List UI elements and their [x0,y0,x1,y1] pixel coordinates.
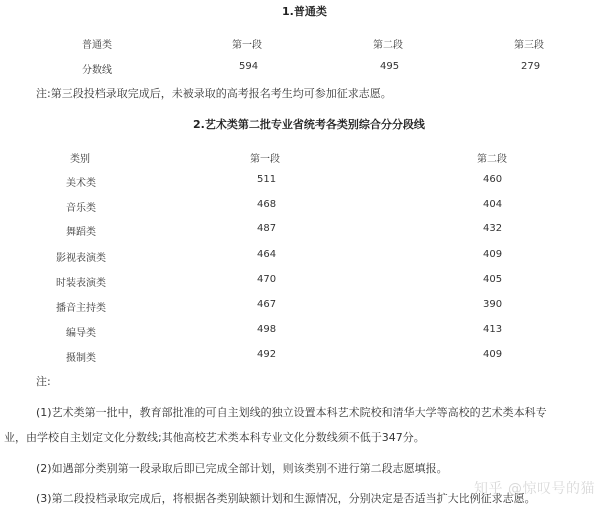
table-row-stage1: 464 [257,249,277,260]
table-row-stage2: 404 [483,199,503,210]
table-row-stage2: 390 [483,299,503,310]
table-row-stage1: 498 [257,324,277,335]
table-row-category: 摄制类 [66,353,96,364]
table-row-stage2: 405 [483,274,503,285]
note-1-line-2: 业，由学校自主划定文化分数线;其他高校艺术类本科专业文化分数线须不低于347分。 [4,431,425,444]
watermark: 知乎 @惊叹号的猫 [474,481,595,497]
table-row-stage1: 487 [257,223,277,234]
note-1-line-1: (1)艺术类第一批中，教育部批准的可自主划线的独立设置本科艺术院校和清华大学等高校的艺术类本科专 [36,406,547,419]
s2-header-stage2: 第二段 [477,154,507,165]
table-row-stage2: 413 [483,324,503,335]
table-row-stage1: 467 [257,299,277,310]
table-row-category: 时装表演类 [56,278,106,289]
table-row-stage1: 511 [257,174,277,185]
s1-row-label: 分数线 [82,65,112,76]
table-row-stage1: 492 [257,349,277,360]
s1-header-stage2: 第二段 [373,40,403,51]
note-3: (3)第二段投档录取完成后，将根据各类别缺额计划和生源情况，分别决定是否适当扩大比例征求志愿。 [36,492,536,505]
s1-row-stage3: 279 [521,61,541,72]
section1-note: 注:第三段投档录取完成后，未被录取的高考报名考生均可参加征求志愿。 [36,87,392,100]
notes-label: 注: [36,375,51,388]
table-row-stage2: 432 [483,223,503,234]
s2-header-stage1: 第一段 [250,154,280,165]
s1-row-stage1: 594 [239,61,259,72]
table-row-category: 播音主持类 [56,303,106,314]
table-row-category: 音乐类 [66,203,96,214]
s2-header-category: 类别 [70,154,90,165]
table-row-stage2: 409 [483,249,503,260]
s1-header-category: 普通类 [82,40,112,51]
table-row-stage1: 470 [257,274,277,285]
table-row-stage2: 460 [483,174,503,185]
table-row-category: 影视表演类 [56,253,106,264]
section1-title: 1.普通类 [282,5,327,18]
note-2: (2)如遇部分类别第一段录取后即已完成全部计划，则该类别不进行第二段志愿填报。 [36,462,448,475]
table-row-category: 美术类 [66,178,96,189]
section2-title: 2.艺术类第二批专业省统考各类别综合分分段线 [193,118,425,131]
table-row-category: 舞蹈类 [66,227,96,238]
table-row-category: 编导类 [66,328,96,339]
s1-header-stage1: 第一段 [232,40,262,51]
table-row-stage1: 468 [257,199,277,210]
table-row-stage2: 409 [483,349,503,360]
s1-row-stage2: 495 [380,61,400,72]
s1-header-stage3: 第三段 [514,40,544,51]
